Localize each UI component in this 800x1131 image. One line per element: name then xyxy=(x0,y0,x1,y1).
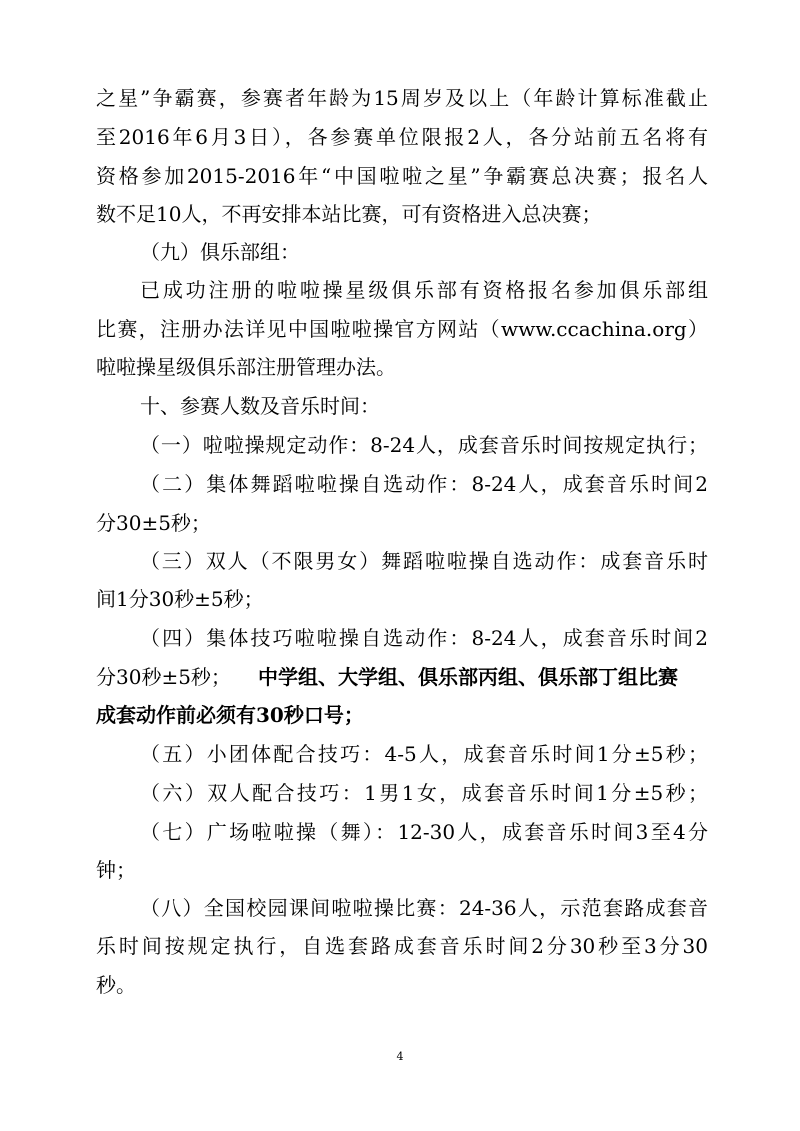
section-heading: 十、参赛人数及音乐时间： xyxy=(140,394,380,418)
paragraph-line: 秒。 xyxy=(96,973,136,997)
paragraph-line: 至2016年6月3日），各参赛单位限报2人，各分站前五名将有 xyxy=(96,125,708,149)
bold-emphasis-text: 中学组、大学组、俱乐部丙组、俱乐部丁组比赛 xyxy=(258,665,678,689)
paragraph-line: （五）小团体配合技巧：4-5人，成套音乐时间1分±5秒； xyxy=(140,742,708,766)
paragraph-line: 资格参加2015-2016年“中国啦啦之星”争霸赛总决赛；报名人 xyxy=(96,164,708,188)
paragraph-line: 钟； xyxy=(96,858,136,882)
paragraph-line: 之星”争霸赛，参赛者年龄为15周岁及以上（年龄计算标准截止 xyxy=(96,86,708,110)
paragraph-line: （三）双人（不限男女）舞蹈啦啦操自选动作：成套音乐时 xyxy=(140,549,708,573)
paragraph-line: （一）啦啦操规定动作：8-24人，成套音乐时间按规定执行； xyxy=(140,433,708,457)
paragraph-line: 数不足10人，不再安排本站比赛，可有资格进入总决赛； xyxy=(96,202,602,226)
bold-emphasis-text: 成套动作前必须有30秒口号； xyxy=(96,703,364,727)
paragraph-line: 已成功注册的啦啦操星级俱乐部有资格报名参加俱乐部组 xyxy=(140,278,708,302)
paragraph-line: 乐时间按规定执行，自选套路成套音乐时间2分30秒至3分30 xyxy=(96,934,708,958)
paragraph-line: 分30±5秒； xyxy=(96,511,211,535)
paragraph-line: 比赛，注册办法详见中国啦啦操官方网站（www.ccachina.org） xyxy=(96,317,708,341)
section-heading: （九）俱乐部组： xyxy=(140,240,300,264)
paragraph-line: （二）集体舞蹈啦啦操自选动作：8-24人，成套音乐时间2 xyxy=(140,472,708,496)
paragraph-line: 间1分30秒±5秒； xyxy=(96,587,264,611)
paragraph-line: 啦啦操星级俱乐部注册管理办法。 xyxy=(96,355,396,379)
paragraph-line: （七）广场啦啦操（舞）：12-30人，成套音乐时间3至4分 xyxy=(140,820,708,844)
page-number: 4 xyxy=(396,1050,404,1063)
paragraph-line: （六）双人配合技巧：1男1女，成套音乐时间1分±5秒； xyxy=(140,781,708,805)
paragraph-line: （八）全国校园课间啦啦操比赛：24-36人，示范套路成套音 xyxy=(140,896,708,920)
paragraph-line: （四）集体技巧啦啦操自选动作：8-24人，成套音乐时间2 xyxy=(140,626,708,650)
paragraph-line: 分30秒±5秒； xyxy=(96,665,231,689)
